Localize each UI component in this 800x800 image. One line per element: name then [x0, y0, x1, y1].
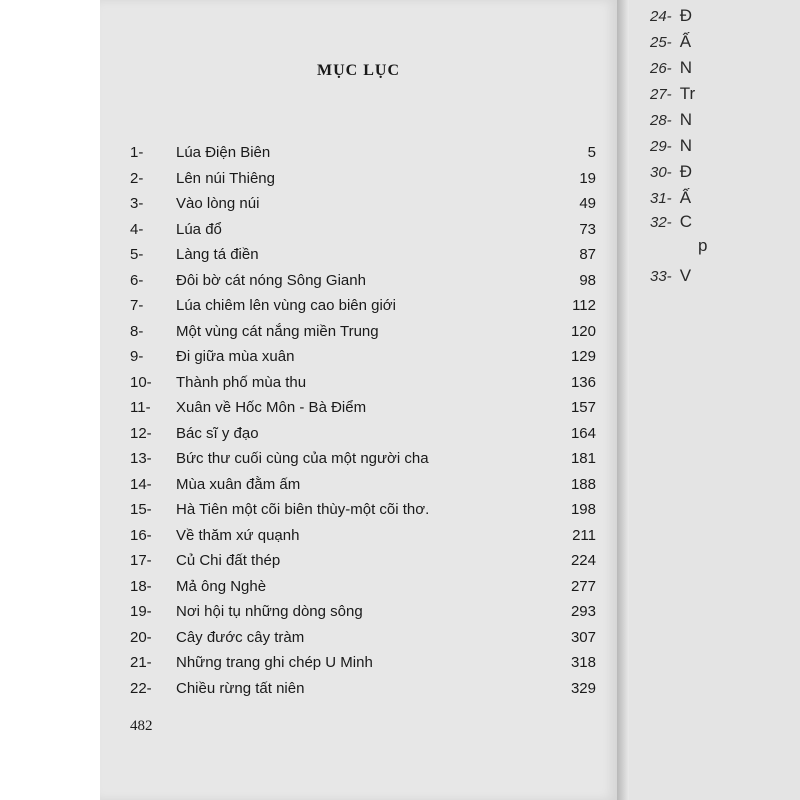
right-page-line-text: Tr: [679, 84, 696, 103]
toc-entry-page: 307: [570, 628, 596, 646]
toc-entry-number: 3-: [130, 195, 144, 212]
right-page-line-text: Ấ: [679, 32, 692, 51]
toc-entry-number: 9-: [130, 348, 144, 365]
right-page-line-number: 28-: [650, 112, 672, 129]
toc-entry-page: 329: [570, 679, 596, 697]
toc-entry-title: Xuân về Hốc Môn - Bà Điểm: [176, 399, 367, 416]
toc-entry-page: 120: [570, 322, 596, 340]
toc-entry-number: 13-: [130, 450, 152, 467]
right-page-line: [650, 188, 691, 212]
toc-entry-page: 5: [587, 144, 596, 161]
right-page-line-text: Đ: [679, 6, 692, 25]
right-page-line: [650, 162, 692, 186]
toc-entry-number: 22-: [130, 679, 152, 697]
right-page-line-text: V: [679, 266, 692, 285]
right-page-line-text: N: [679, 136, 692, 155]
toc-entry-title: Lúa Điện Biên: [176, 144, 271, 161]
toc-entry-page: 87: [579, 246, 596, 263]
toc-entry: [0, 399, 800, 423]
toc-entry: [0, 603, 800, 627]
toc-entry: [0, 680, 800, 704]
toc-entry-title: Những trang ghi chép U Minh: [176, 654, 373, 671]
toc-entry-page: 157: [570, 399, 596, 416]
right-page-line-number: 32-: [650, 214, 672, 231]
toc-entry: [0, 348, 800, 372]
toc-entry-number: 21-: [130, 654, 152, 671]
right-page-line-number: 31-: [650, 190, 672, 207]
toc-entry-title: Thành phố mùa thu: [176, 373, 307, 391]
toc-entry-page: 224: [570, 552, 596, 569]
toc-entry-page: 293: [570, 603, 596, 620]
toc-entry-page: 19: [579, 169, 596, 187]
toc-entry: [0, 323, 800, 347]
toc-entry-title: Đôi bờ cát nóng Sông Gianh: [176, 271, 366, 289]
right-page-line-number: 25-: [650, 34, 672, 51]
right-page-line-number: 24-: [650, 8, 672, 25]
toc-entry-title: Bác sĩ y đạo: [176, 424, 259, 442]
toc-entry-number: 15-: [130, 501, 152, 518]
toc-entry-page: 277: [570, 577, 596, 595]
toc-entry: [0, 297, 800, 321]
toc-entry-number: 10-: [130, 373, 152, 391]
toc-entry-title: Về thăm xứ quạnh: [176, 526, 300, 544]
right-page-line: [650, 266, 691, 290]
toc-entry-page: 181: [570, 450, 596, 467]
toc-entry-page: 211: [572, 526, 596, 544]
toc-entry: [0, 654, 800, 678]
toc-entry-number: 8-: [130, 322, 144, 340]
right-page-line: [650, 212, 692, 236]
toc-entry-title: Lên núi Thiêng: [176, 169, 275, 187]
toc-entry-number: 20-: [130, 628, 152, 646]
right-page-line-text: Ấ: [679, 188, 692, 207]
toc-entry-page: 188: [570, 475, 596, 493]
right-page-line: [650, 32, 691, 56]
toc-entry-number: 5-: [130, 246, 144, 263]
toc-entry-title: Làng tá điền: [176, 246, 259, 263]
right-page-line-number: 29-: [650, 138, 672, 155]
toc-entry-title: Lúa đổ: [176, 220, 222, 238]
toc-entry-page: 129: [570, 348, 596, 365]
right-page-line: [650, 136, 692, 160]
right-page-line-number: 26-: [650, 60, 672, 77]
right-page-line: [650, 84, 695, 108]
right-page-line: [690, 236, 707, 260]
toc-entry-page: 49: [579, 195, 596, 212]
toc-entry-page: 112: [572, 297, 596, 314]
toc-entry-number: 17-: [130, 552, 152, 569]
right-page-line-text: N: [679, 110, 692, 129]
toc-entry: [0, 374, 800, 398]
toc-entry-title: Lúa chiêm lên vùng cao biên giới: [176, 297, 396, 314]
toc-entry-number: 6-: [130, 271, 144, 289]
right-page-line-number: 27-: [650, 86, 672, 103]
toc-entry-title: Một vùng cát nắng miền Trung: [176, 322, 379, 340]
toc-entry: [0, 476, 800, 500]
toc-entry-title: Chiều rừng tất niên: [176, 679, 305, 697]
toc-entry-number: 18-: [130, 577, 152, 595]
toc-entry-title: Vào lòng núi: [176, 195, 260, 212]
toc-entry-title: Nơi hội tụ những dòng sông: [176, 603, 363, 620]
toc-entry-title: Đi giữa mùa xuân: [176, 348, 295, 365]
right-page-line-text: Đ: [679, 162, 692, 181]
toc-entry-title: Mùa xuân đằm ấm: [176, 475, 301, 493]
right-page-line-number: 33-: [650, 268, 672, 285]
toc-entry-title: Hà Tiên một cõi biên thùy-một cõi thơ.: [176, 501, 430, 518]
right-page-line: [650, 110, 692, 134]
toc-entry-title: Củ Chi đất thép: [176, 552, 281, 569]
toc-entry-page: 98: [579, 271, 596, 289]
toc-entry-number: 2-: [130, 169, 144, 187]
right-page-line-text: p: [698, 236, 708, 255]
toc-entry-title: Bức thư cuối cùng của một người cha: [176, 450, 429, 467]
toc-entry-page: 164: [570, 424, 596, 442]
toc-entry-title: Cây đước cây tràm: [176, 628, 305, 646]
toc-entry-title: Mả ông Nghè: [176, 577, 267, 595]
toc-entry: [0, 629, 800, 653]
toc-entry-page: 318: [570, 654, 596, 671]
right-page-line-text: C: [679, 212, 692, 231]
toc-entry: [0, 501, 800, 525]
toc-entry-number: 19-: [130, 603, 152, 620]
toc-entry-page: 73: [579, 220, 596, 238]
toc-entry-number: 4-: [130, 220, 144, 238]
toc-entry-number: 7-: [130, 297, 144, 314]
toc-entry-number: 16-: [130, 526, 152, 544]
toc-entry-number: 12-: [130, 424, 152, 442]
toc-entry: [0, 578, 800, 602]
page-number: 482: [130, 718, 153, 734]
toc-entry-number: 1-: [130, 144, 144, 161]
toc-entry-page: 136: [570, 373, 596, 391]
toc-entry: [0, 552, 800, 576]
right-page-line: [650, 58, 692, 82]
toc-entry: [0, 527, 800, 551]
right-page-line-text: N: [679, 58, 692, 77]
toc-entry: [0, 425, 800, 449]
right-page-line-number: 30-: [650, 164, 672, 181]
toc-entry-number: 11-: [130, 399, 151, 416]
toc-entry-page: 198: [570, 501, 596, 518]
toc-entry: [0, 450, 800, 474]
toc-entry-number: 14-: [130, 475, 152, 493]
toc-heading: MỤC LỤC: [317, 62, 400, 79]
right-page-line: [650, 6, 692, 30]
